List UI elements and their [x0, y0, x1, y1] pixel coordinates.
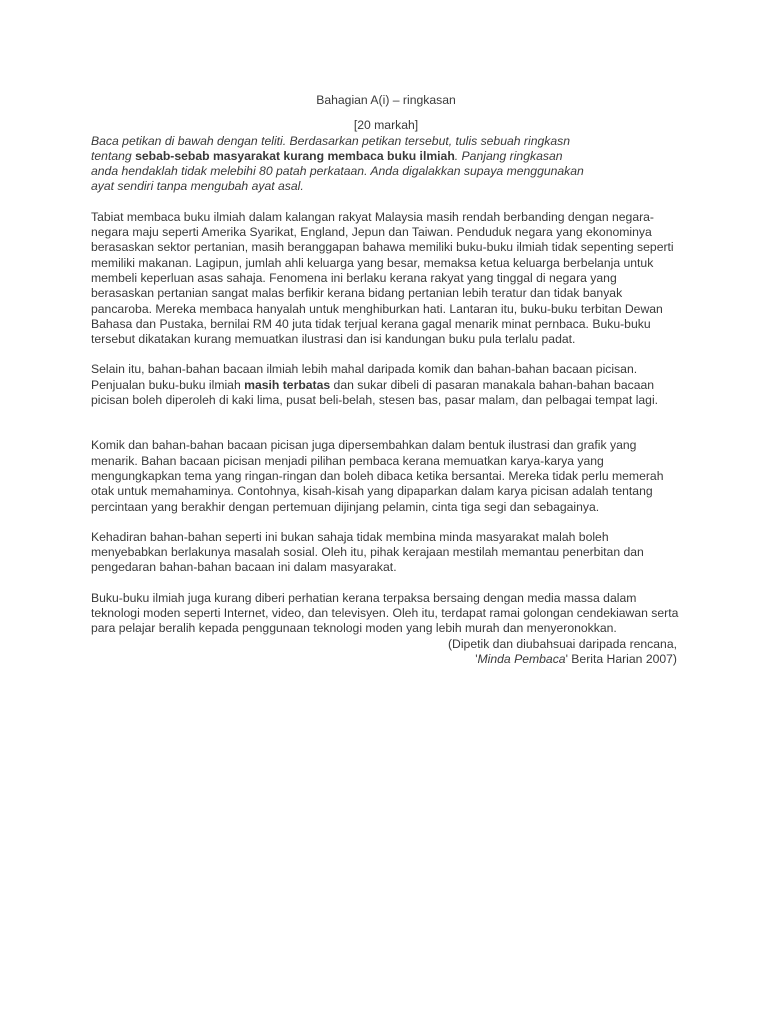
source-citation-line2: [91, 652, 681, 667]
marks-label: [20 markah]: [353, 118, 419, 133]
instruction-part1: Baca petikan di bawah dengan teliti. Berdasarkan petikan tersebut, tulis sebuah ringkasn tentang: [91, 133, 571, 163]
source-publication: Berita Harian 2007): [567, 651, 677, 666]
paragraph-2-part1: Selain itu, bahan-bahan bacaan ilmiah lebih mahal daripada komik dan bahan-bahan bacaan picisan. Penjualan buku-buku ilmiah: [91, 362, 638, 392]
paragraph-3: Komik dan bahan-bahan bacaan picisan juga dipersembahkan dalam bentuk ilustrasi dan grafik yang menarik. Bahan bacaan picisan menjadi pilihan pembaca kerana memuatkan karya-karya yang mengungkapkan tema yang ringan-ringan dan boleh dibaca ketika bersantai. Mereka tidak perlu memerah otak untuk memahaminya. Contohnya, kisah-kisah yang dipaparkan dalam karya picisan adalah tentang percintaan yang berakhir dengan pertemuan dijinjang pelamin, cinta tiga segi dan sebagainya.: [91, 438, 664, 514]
paragraph-2-part2: dan sukar dibeli di pasaran manakala bahan-bahan bacaan picisan boleh diperoleh di kaki lima, pusat beli-belah, stesen bas, pasar malam, dan pelbagai tempat lagi.: [91, 377, 659, 408]
instruction-text: [91, 134, 591, 195]
source-title: Minda Pembaca: [477, 651, 566, 666]
paragraph-2: [91, 362, 681, 408]
quote-close: ': [565, 651, 568, 666]
paragraph-1: Tabiat membaca buku ilmiah dalam kalangan rakyat Malaysia masih rendah berbanding dengan negara-negara maju seperti Amerika Syarikat, England, Jepun dan Taiwan. Penduduk negara yang ekonominya berasaskan sektor pertanian, masih beranggapan bahawa memiliki buku-buku ilmiah tidak sepenting seperti memiliki makanan. Lagipun, jumlah ahli keluarga yang besar, memaksa ketua keluarga berbelanja untuk membeli keperluan asas sahaja. Fenomena ini berlaku kerana rakyat yang tinggal di negara yang berasaskan pertanian sangat malas berfikir kerana bidang pertanian lebih teratur dan tidak banyak pancaroba. Mereka membaca hanyalah untuk menghiburkan hati. Lantaran itu, buku-buku terbitan Dewan Bahasa dan Pustaka, bernilai RM 40 juta tidak terjual kerana gagal menarik minat pernbaca. Buku-buku tersebut dikatakan kurang memuatkan ilustrasi dan isi kandungan buku pula terlalu padat.: [91, 209, 674, 347]
section-heading: Bahagian A(i) – ringkasan: [316, 93, 456, 107]
source-citation-line1: (Dipetik dan diubahsuai daripada rencana,: [447, 636, 677, 651]
document-page: [91, 93, 681, 667]
instruction-topic: sebab-sebab masyarakat kurang membaca buku ilmiah: [135, 148, 455, 163]
instruction-part2: . Panjang ringkasan anda hendaklah tidak melebihi 80 patah perkataan. Anda digalakkan supaya menggunakan ayat sendiri tanpa mengubah ayat asal.: [91, 148, 584, 194]
paragraph-4: Kehadiran bahan-bahan seperti ini bukan sahaja tidak membina minda masyarakat malah boleh menyebabkan berlakunya masalah sosial. Oleh itu, pihak kerajaan mestilah memantau penerbitan dan pengedaran bahan-bahan bacaan ini dalam masyarakat.: [91, 529, 644, 575]
paragraph-2-emphasis: masih terbatas: [244, 377, 331, 392]
quote-open: ': [475, 651, 478, 666]
paragraph-5: Buku-buku ilmiah juga kurang diberi perhatian kerana terpaksa bersaing dengan media massa dalam teknologi moden seperti Internet, video, dan televisyen. Oleh itu, terdapat ramai golongan cendekiawan serta para pelajar beralih kepada penggunaan teknologi moden yang lebih murah dan menyeronokkan.: [91, 590, 679, 636]
